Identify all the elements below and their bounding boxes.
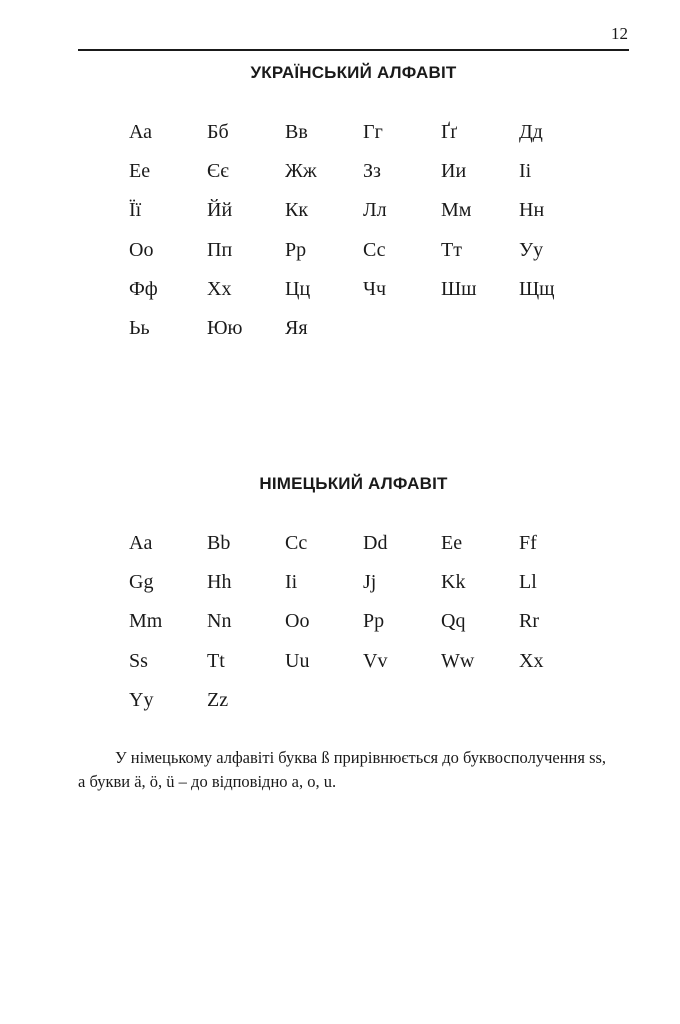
german-letter: Uu [285, 649, 310, 672]
german-letter: Hh [207, 571, 232, 594]
german-letter: Nn [207, 610, 232, 633]
ukrainian-alphabet-title: УКРАЇНСЬКИЙ АЛФАВІТ [250, 63, 457, 82]
german-letter: Cc [285, 532, 308, 554]
ukrainian-letter: Аа [129, 121, 153, 143]
ukrainian-letter: Гг [363, 121, 383, 143]
ukrainian-letter: Рр [285, 238, 307, 261]
german-alphabet-title: НІМЕЦЬКИЙ АЛФАВІТ [259, 474, 448, 493]
ukrainian-alphabet-grid [129, 118, 597, 353]
ukrainian-letter: Кк [285, 199, 309, 222]
ukrainian-letter: Пп [207, 238, 233, 261]
ukrainian-letter: Жж [285, 160, 317, 183]
german-letter: Ww [441, 649, 475, 672]
german-letter: Ff [519, 532, 537, 554]
ukrainian-letter: Йй [207, 199, 233, 222]
ukrainian-letter: Щщ [519, 277, 555, 300]
ukrainian-letter: Дд [519, 121, 543, 143]
ukrainian-letter: Уу [519, 238, 544, 261]
german-letter: Kk [441, 571, 466, 594]
ukrainian-letter: Вв [285, 121, 308, 143]
ukrainian-letter: Лл [363, 199, 387, 222]
ukrainian-letter: Зз [363, 160, 381, 183]
german-letter: Ll [519, 571, 537, 594]
german-letter: Tt [207, 649, 225, 672]
ukrainian-letter: Єє [207, 160, 229, 183]
ukrainian-letter: Нн [519, 199, 545, 222]
ukrainian-letter: Ьь [129, 316, 150, 339]
german-letter: Zz [207, 688, 229, 711]
note-line-1: У німецькому алфавіті буква ß прирівнюється до буквосполучення ss, [115, 748, 607, 767]
german-letter: Mm [129, 610, 163, 633]
ukrainian-letter: Яя [285, 316, 308, 339]
german-letter: Ii [285, 571, 298, 594]
ukrainian-letter: Її [129, 199, 142, 222]
german-letter: Jj [363, 571, 377, 594]
ukrainian-letter: Тт [441, 238, 462, 261]
ukrainian-letter: Сс [363, 238, 386, 261]
german-letter: Ss [129, 649, 148, 672]
ukrainian-letter: Цц [285, 277, 311, 300]
ukrainian-letter: Ее [129, 160, 151, 183]
ukrainian-letter: Іі [519, 160, 532, 183]
ukrainian-letter: Чч [363, 277, 387, 300]
page-number: 12 [611, 24, 628, 43]
ukrainian-letter: Ґґ [441, 121, 458, 143]
german-letter: Rr [519, 610, 539, 633]
german-letter: Aa [129, 532, 153, 554]
german-letter: Qq [441, 610, 466, 633]
german-letter: Xx [519, 649, 544, 672]
ukrainian-letter: Мм [441, 199, 472, 222]
note-line-2: а букви ä, ö, ü – до відповідно a, o, u. [78, 772, 337, 791]
ukrainian-letter: Юю [207, 316, 243, 339]
german-letter: Ee [441, 532, 463, 554]
german-alphabet-grid [129, 529, 597, 725]
german-letter: Pp [363, 610, 385, 633]
german-letter: Yy [129, 688, 154, 711]
ukrainian-letter: Хх [207, 277, 232, 300]
ukrainian-letter: Оо [129, 238, 154, 261]
ukrainian-letter: Бб [207, 121, 229, 143]
header-rule [78, 49, 629, 51]
german-letter: Bb [207, 532, 231, 554]
german-letter: Gg [129, 571, 154, 594]
ukrainian-letter: Шш [441, 277, 477, 300]
german-letter: Vv [363, 649, 388, 672]
german-letter: Dd [363, 532, 388, 554]
ukrainian-letter: Ии [441, 160, 467, 183]
ukrainian-letter: Фф [129, 277, 158, 300]
alphabet-note [78, 746, 633, 794]
german-letter: Oo [285, 610, 310, 633]
